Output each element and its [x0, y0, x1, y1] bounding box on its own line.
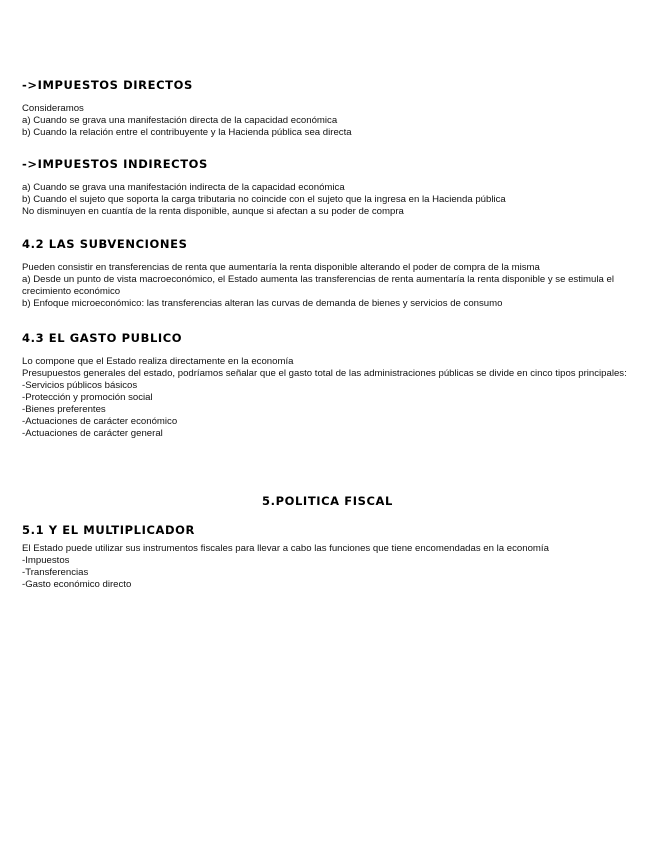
text-line: b) Cuando el sujeto que soporta la carga tributaria no coincide con el sujeto que la ingresa en la Hacienda pública	[22, 194, 506, 205]
body-multiplicador	[22, 543, 642, 591]
heading-impuestos-directos: ->IMPUESTOS DIRECTOS	[22, 78, 193, 92]
text-line: b) Cuando la relación entre el contribuyente y la Hacienda pública sea directa	[22, 127, 352, 138]
text-line: -Transferencias	[22, 567, 89, 578]
heading-gasto-publico: 4.3 EL GASTO PUBLICO	[22, 331, 183, 345]
text-line: Pueden consistir en transferencias de renta que aumentaría la renta disponible alterando el poder de compra de la misma	[22, 262, 540, 273]
text-line: a) Cuando se grava una manifestación indirecta de la capacidad económica	[22, 182, 345, 193]
text-line: -Bienes preferentes	[22, 404, 106, 415]
text-line: Consideramos	[22, 103, 84, 114]
heading-impuestos-indirectos: ->IMPUESTOS INDIRECTOS	[22, 157, 208, 171]
text-line: Presupuestos generales del estado, podríamos señalar que el gasto total de las administraciones públicas se divide en cinco tipos principales:	[22, 368, 627, 379]
text-line: -Protección y promoción social	[22, 392, 153, 403]
body-subvenciones	[22, 262, 642, 310]
text-line: -Impuestos	[22, 555, 70, 566]
text-line: -Actuaciones de carácter general	[22, 428, 163, 439]
text-line: -Gasto económico directo	[22, 579, 132, 590]
text-line: -Actuaciones de carácter económico	[22, 416, 178, 427]
text-line: b) Enfoque microeconómico: las transferencias alteran las curvas de demanda de bienes y servicios de consumo	[22, 298, 503, 309]
text-line: a) Desde un punto de vista macroeconómico, el Estado aumenta las transferencias de renta aumentaría la renta disponible y se estimula el crecimiento económico	[22, 274, 614, 297]
heading-subvenciones: 4.2 LAS SUBVENCIONES	[22, 237, 188, 251]
heading-politica-fiscal: 5.POLITICA FISCAL	[262, 494, 393, 508]
text-line: a) Cuando se grava una manifestación directa de la capacidad económica	[22, 115, 338, 126]
heading-multiplicador: 5.1 Y EL MULTIPLICADOR	[22, 523, 195, 537]
body-impuestos-indirectos	[22, 182, 642, 218]
text-line: -Servicios públicos básicos	[22, 380, 138, 391]
text-line: El Estado puede utilizar sus instrumentos fiscales para llevar a cabo las funciones que tiene encomendadas en la economía	[22, 543, 549, 554]
text-line: No disminuyen en cuantía de la renta disponible, aunque si afectan a su poder de compra	[22, 206, 404, 217]
text-line: Lo compone que el Estado realiza directamente en la economía	[22, 356, 294, 367]
body-gasto-publico	[22, 356, 642, 440]
body-impuestos-directos	[22, 103, 642, 139]
